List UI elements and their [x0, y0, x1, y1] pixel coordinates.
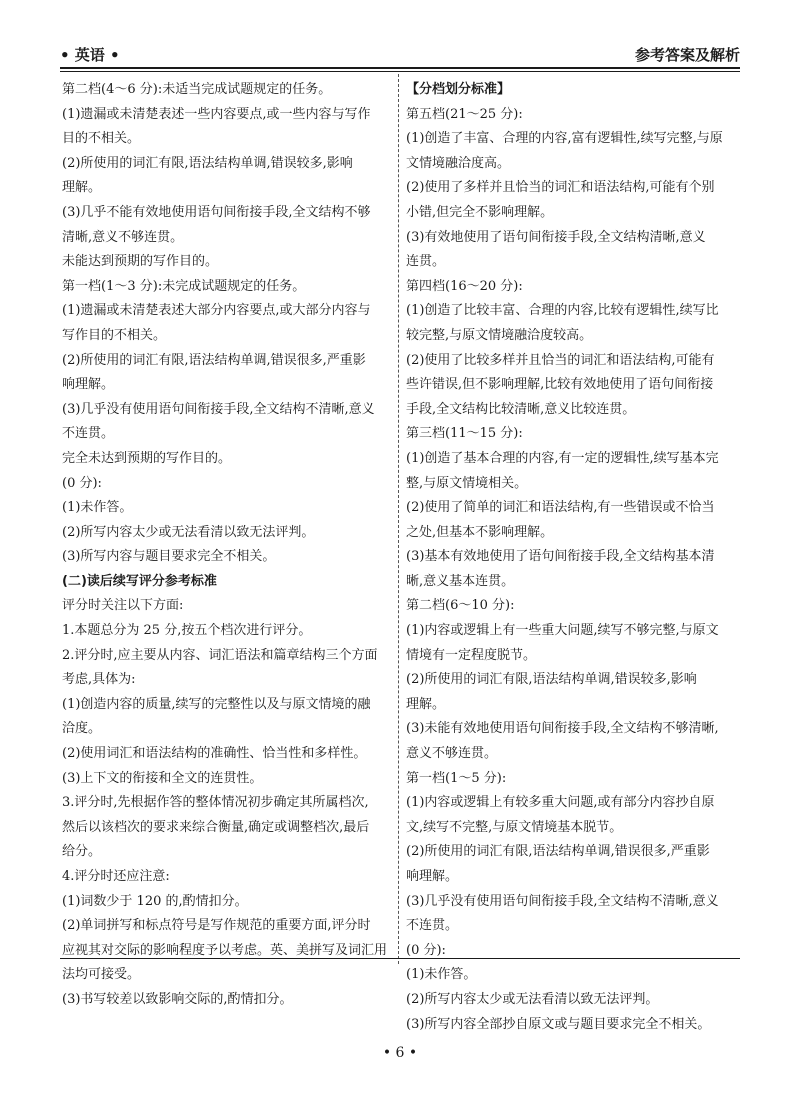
paragraph — [406, 767, 740, 792]
paragraph — [62, 299, 392, 348]
text-line: 小错,但完全不影响理解。 — [406, 204, 554, 220]
paragraph — [406, 422, 740, 447]
text-line: 【分档划分标准】 — [406, 82, 511, 97]
text-line: (1)创造内容的质量,续写的完整性以及与原文情境的融 — [62, 696, 371, 712]
text-line: 评分时关注以下方面: — [62, 598, 184, 614]
text-line: 清晰,意义不够连贯。 — [62, 229, 184, 245]
text-line: (1)未作答。 — [406, 967, 477, 983]
text-line: (1)未作答。 — [62, 500, 133, 516]
paragraph — [406, 840, 740, 889]
paragraph — [406, 717, 740, 766]
text-line: 4.评分时还应注意: — [62, 869, 170, 884]
bottom-rule — [60, 958, 740, 959]
text-line: 整,与原文情境相关。 — [406, 475, 528, 491]
text-line: (3)未能有效地使用语句间衔接手段,全文结构不够清晰, — [406, 721, 719, 737]
text-line: (2)所使用的词汇有限,语法结构单调,错误较多,影响 — [62, 155, 353, 171]
text-line: (3)上下文的衔接和全文的连贯性。 — [62, 770, 263, 786]
paragraph — [406, 791, 740, 840]
header-rule-thick — [60, 67, 740, 69]
text-line: 1.本题总分为 25 分,按五个档次进行评分。 — [62, 623, 312, 639]
paragraph — [406, 447, 740, 496]
column-divider — [398, 74, 399, 964]
paragraph — [62, 594, 392, 619]
paragraph — [62, 791, 392, 865]
text-line: (3)有效地使用了语句间衔接手段,全文结构清晰,意义 — [406, 229, 706, 245]
paragraph — [62, 349, 392, 398]
text-line: 给分。 — [62, 844, 102, 860]
text-line: (1)创造了丰富、合理的内容,富有逻辑性,续写完整,与原 — [406, 131, 723, 147]
text-line: 理解。 — [406, 696, 446, 712]
text-line: (0 分): — [62, 475, 102, 491]
text-line: (2)使用了多样并且恰当的词汇和语法结构,可能有个别 — [406, 180, 715, 196]
text-line: 情境有一定程度脱节。 — [406, 647, 537, 663]
text-line: (2)所使用的词汇有限,语法结构单调,错误很多,严重影 — [406, 844, 710, 860]
text-line: (3)所写内容与题目要求完全不相关。 — [62, 549, 276, 565]
text-line: (3)几乎不能有效地使用语句间衔接手段,全文结构不够 — [62, 204, 371, 220]
paragraph — [406, 594, 740, 619]
paragraph — [406, 619, 740, 668]
page-number: • 6 • — [382, 1045, 418, 1061]
paragraph — [406, 1013, 740, 1038]
paragraph — [62, 496, 392, 521]
text-line: 第一档(1～3 分):未完成试题规定的任务。 — [62, 278, 306, 294]
text-line: (2)所使用的词汇有限,语法结构单调,错误较多,影响 — [406, 672, 697, 688]
text-line: (1)内容或逻辑上有较多重大问题,或有部分内容抄自原 — [406, 795, 715, 811]
text-line: (2)单词拼写和标点符号是写作规范的重要方面,评分时 — [62, 918, 371, 934]
text-line: (3)几乎没有使用语句间衔接手段,全文结构不清晰,意义 — [406, 893, 719, 909]
text-line: 晰,意义基本连贯。 — [406, 573, 515, 589]
text-line: (1)内容或逻辑上有一些重大问题,续写不够完整,与原文 — [406, 623, 719, 639]
text-line: 手段,全文结构比较清晰,意义比较连贯。 — [406, 401, 636, 417]
text-line: 未能达到预期的写作目的。 — [62, 254, 219, 270]
header-rule-thin — [60, 71, 740, 72]
paragraph — [62, 570, 392, 595]
text-line: 2.评分时,应主要从内容、词汇语法和篇章结构三个方面 — [62, 647, 378, 663]
paragraph — [62, 201, 392, 250]
text-line: 理解。 — [62, 180, 102, 196]
paragraph — [406, 176, 740, 225]
paragraph — [62, 521, 392, 546]
text-line: (1)词数少于 120 的,酌情扣分。 — [62, 893, 248, 909]
text-line: 完全未达到预期的写作目的。 — [62, 450, 232, 466]
paragraph — [62, 275, 392, 300]
text-line: 应视其对交际的影响程度予以考虑。英、美拼写及词汇用 — [62, 942, 388, 958]
text-line: (3)所写内容全部抄自原文或与题目要求完全不相关。 — [406, 1016, 711, 1032]
text-line: 第四档(16～20 分): — [406, 278, 523, 294]
paragraph — [406, 127, 740, 176]
paragraph — [406, 226, 740, 275]
text-line: 文情境融洽度高。 — [406, 155, 511, 171]
paragraph — [62, 545, 392, 570]
paragraph — [406, 939, 740, 964]
paragraph — [62, 767, 392, 792]
paragraph — [62, 693, 392, 742]
left-column — [62, 78, 392, 1013]
text-line: 不连贯。 — [406, 918, 459, 934]
section-title: 参考答案及解析 — [634, 46, 740, 64]
paragraph — [62, 742, 392, 767]
paragraph — [406, 890, 740, 939]
text-line: 洽度。 — [62, 721, 102, 737]
paragraph — [62, 398, 392, 447]
paragraph — [406, 963, 740, 988]
paragraph — [62, 78, 392, 103]
paragraph — [406, 988, 740, 1013]
text-line: 写作目的不相关。 — [62, 327, 167, 343]
paragraph — [406, 299, 740, 348]
text-line: 第五档(21～25 分): — [406, 106, 523, 122]
paragraph — [62, 988, 392, 1013]
text-line: (二)读后续写评分参考标准 — [62, 573, 217, 589]
text-line: (3)基本有效地使用了语句间衔接手段,全文结构基本清 — [406, 549, 715, 565]
text-line: 第一档(1～5 分): — [406, 770, 507, 786]
text-line: (3)书写较差以致影响交际的,酌情扣分。 — [62, 991, 293, 1007]
text-line: 连贯。 — [406, 254, 446, 270]
text-line: (1)创造了比较丰富、合理的内容,比较有逻辑性,续写比 — [406, 303, 719, 319]
text-line: 响理解。 — [406, 869, 459, 884]
paragraph — [406, 275, 740, 300]
text-line: 不连贯。 — [62, 426, 115, 442]
text-line: 第二档(6～10 分): — [406, 598, 515, 614]
text-line: (3)几乎没有使用语句间衔接手段,全文结构不清晰,意义 — [62, 401, 375, 417]
subject-label: • 英语 • — [60, 46, 120, 64]
text-line: (2)使用了简单的词汇和语法结构,有一些错误或不恰当 — [406, 500, 715, 516]
paragraph — [62, 890, 392, 915]
text-line: (1)遗漏或未清楚表述一些内容要点,或一些内容与写作 — [62, 106, 371, 122]
right-column — [406, 78, 740, 1037]
text-line: (0 分): — [406, 942, 446, 958]
text-line: 法均可接受。 — [62, 967, 141, 983]
text-line: 意义不够连贯。 — [406, 746, 498, 762]
text-line: (2)使用词汇和语法结构的准确性、恰当性和多样性。 — [62, 746, 367, 762]
paragraph — [406, 103, 740, 128]
paragraph — [62, 447, 392, 472]
paragraph — [62, 472, 392, 497]
text-line: 3.评分时,先根据作答的整体情况初步确定其所属档次, — [62, 795, 369, 811]
text-line: 响理解。 — [62, 377, 115, 393]
text-line: 之处,但基本不影响理解。 — [406, 524, 554, 540]
text-line: (2)所写内容太少或无法看清以致无法评判。 — [406, 991, 659, 1007]
paragraph — [406, 78, 740, 103]
text-line: 些许错误,但不影响理解,比较有效地使用了语句间衔接 — [406, 377, 714, 393]
text-line: 文,续写不完整,与原文情境基本脱节。 — [406, 819, 623, 835]
text-line: 第三档(11～15 分): — [406, 426, 523, 442]
text-line: 然后以该档次的要求来综合衡量,确定或调整档次,最后 — [62, 819, 370, 835]
text-line: 较完整,与原文情境融洽度较高。 — [406, 327, 593, 343]
paragraph — [62, 250, 392, 275]
text-line: (2)使用了比较多样并且恰当的词汇和语法结构,可能有 — [406, 352, 715, 368]
text-line: (1)创造了基本合理的内容,有一定的逻辑性,续写基本完 — [406, 450, 719, 466]
paragraph — [62, 103, 392, 152]
paragraph — [62, 619, 392, 644]
paragraph — [406, 668, 740, 717]
paragraph — [62, 152, 392, 201]
paragraph — [62, 644, 392, 693]
text-line: (1)遗漏或未清楚表述大部分内容要点,或大部分内容与 — [62, 303, 371, 319]
text-line: (2)所写内容太少或无法看清以致无法评判。 — [62, 524, 315, 540]
paragraph — [406, 545, 740, 594]
paragraph — [406, 349, 740, 423]
text-line: (2)所使用的词汇有限,语法结构单调,错误很多,严重影 — [62, 352, 366, 368]
text-line: 第二档(4～6 分):未适当完成试题规定的任务。 — [62, 82, 332, 97]
paragraph — [62, 865, 392, 890]
paragraph — [406, 496, 740, 545]
text-line: 目的不相关。 — [62, 131, 141, 147]
paragraph — [62, 914, 392, 988]
text-line: 考虑,具体为: — [62, 672, 136, 688]
page-header — [60, 40, 740, 68]
